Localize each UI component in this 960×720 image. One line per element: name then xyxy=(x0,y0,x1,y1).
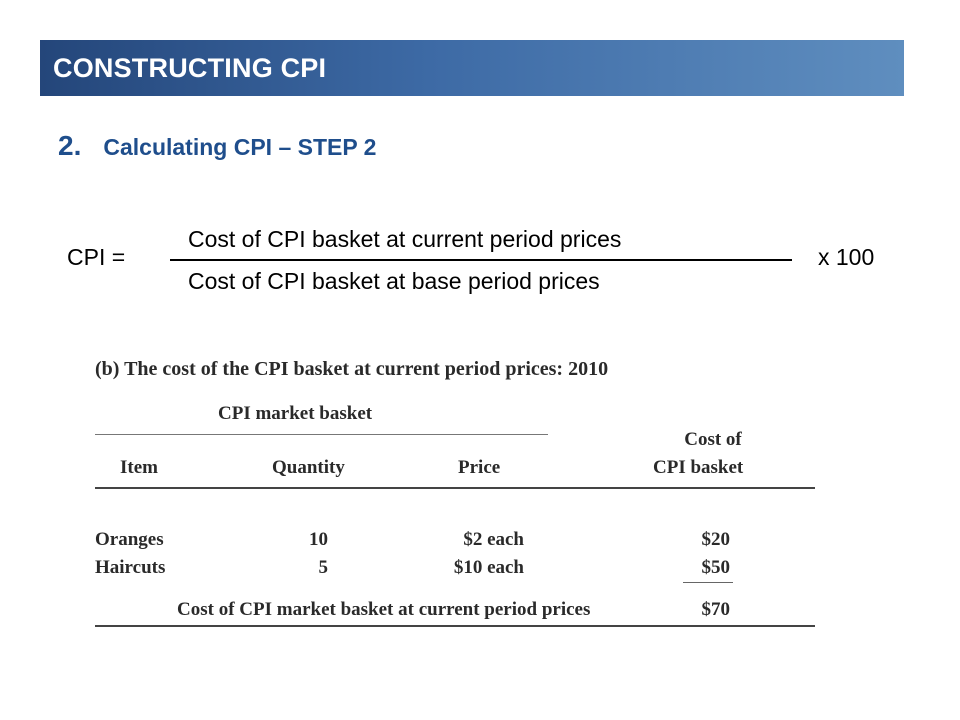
slide-title: CONSTRUCTING CPI xyxy=(53,53,327,83)
step-number: 2. xyxy=(58,130,82,161)
row-price: $2 each xyxy=(463,529,524,550)
group-rule xyxy=(95,434,548,435)
row-cost: $50 xyxy=(701,557,730,578)
cost-header-line2: CPI basket xyxy=(653,457,744,478)
footer-rule xyxy=(95,625,815,627)
column-header-price: Price xyxy=(458,457,501,478)
total-value: $70 xyxy=(701,599,730,620)
subtotal-rule xyxy=(683,582,733,583)
row-quantity: 10 xyxy=(309,529,328,550)
formula-denominator: Cost of CPI basket at base period prices xyxy=(188,268,600,294)
column-header-quantity: Quantity xyxy=(272,457,345,478)
formula-multiplier: x 100 xyxy=(818,244,875,270)
formula-lhs: CPI = xyxy=(67,244,126,270)
cost-header-line1: Cost of xyxy=(684,429,742,450)
table-caption: (b) The cost of the CPI basket at current period prices: 2010 xyxy=(95,358,609,380)
total-label: Cost of CPI market basket at current period prices xyxy=(177,599,591,620)
step-label: Calculating CPI – STEP 2 xyxy=(103,134,377,160)
row-quantity: 5 xyxy=(318,557,328,578)
row-item: Oranges xyxy=(95,529,164,550)
column-header-item: Item xyxy=(120,457,158,478)
row-item: Haircuts xyxy=(95,557,166,578)
header-rule xyxy=(95,487,815,489)
row-cost: $20 xyxy=(701,529,730,550)
row-price: $10 each xyxy=(453,557,524,578)
formula-numerator: Cost of CPI basket at current period prices xyxy=(188,226,622,252)
group-header: CPI market basket xyxy=(218,403,373,424)
